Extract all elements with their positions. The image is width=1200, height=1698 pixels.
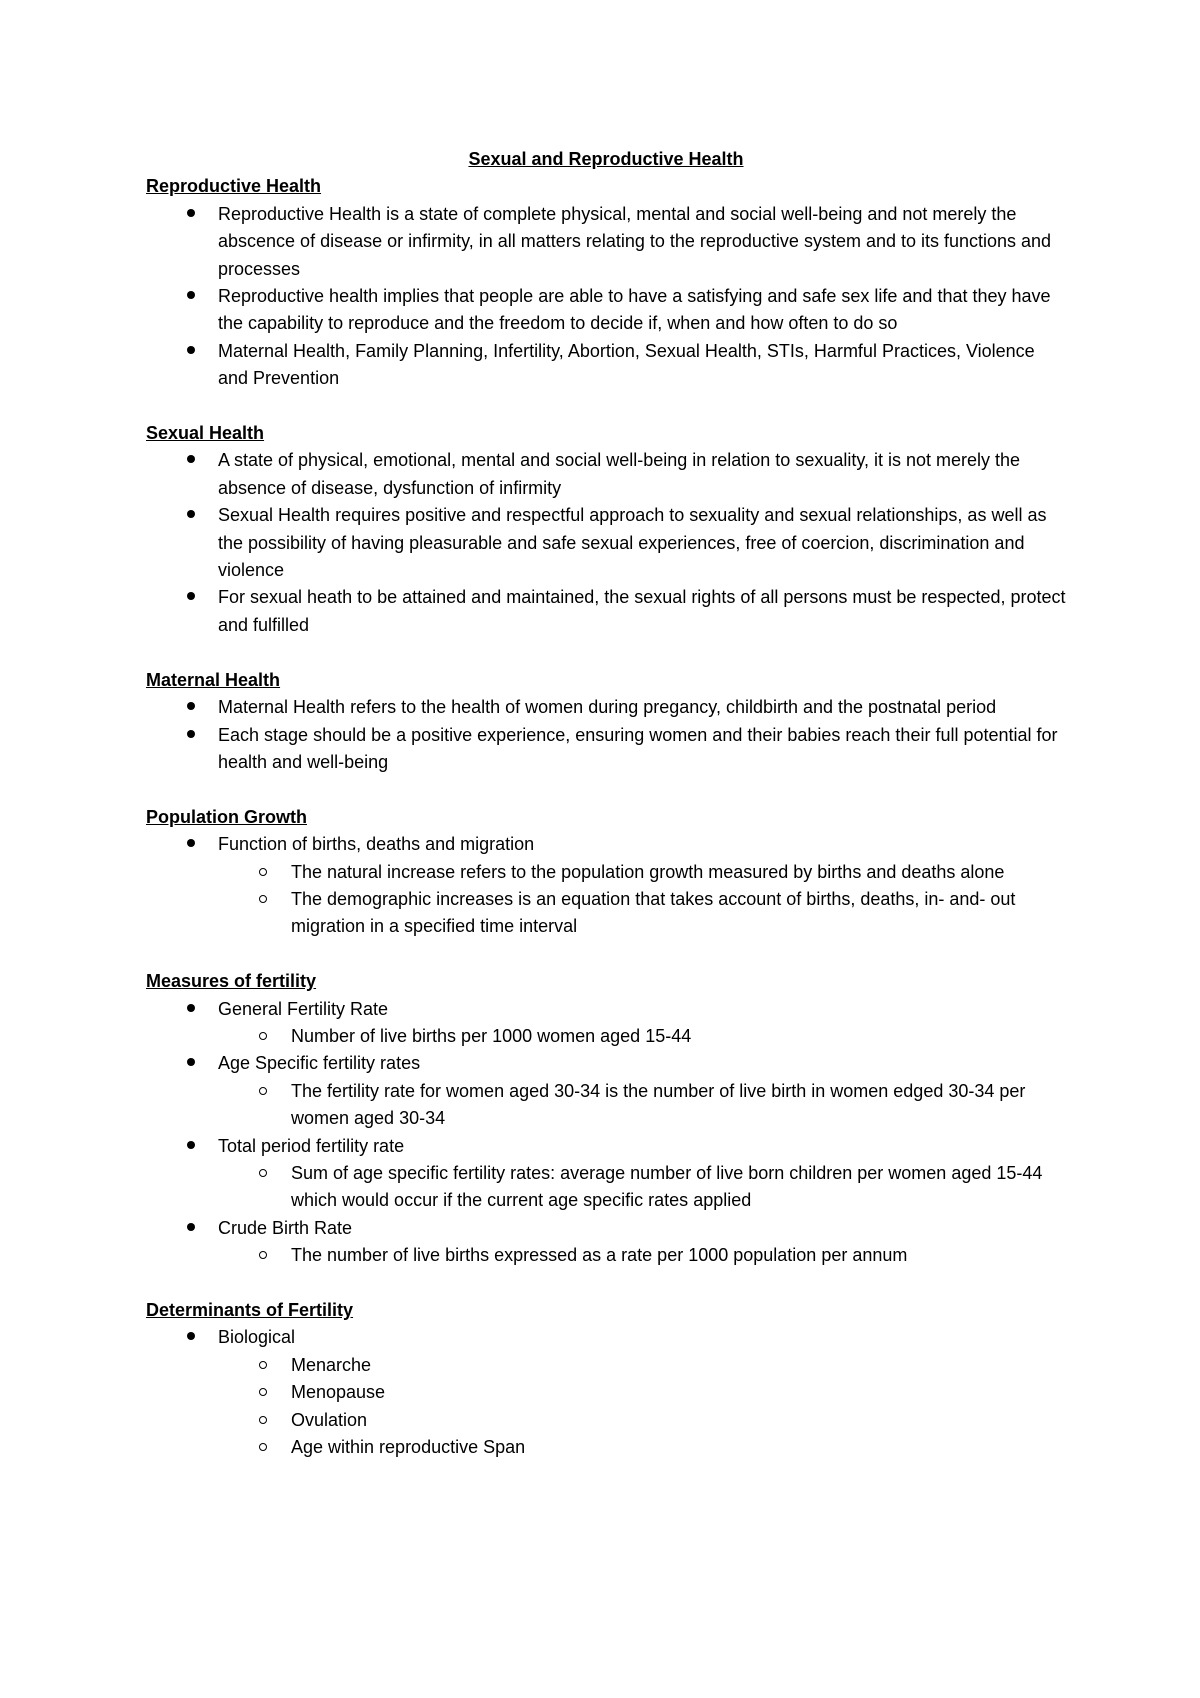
sub-list-item	[291, 859, 1066, 886]
bullet-list	[146, 996, 1066, 1270]
list-item-text: Reproductive Health is a state of complete physical, mental and social well-being and not merely the abscence of disease or infirmity, in all matters relating to the reproductive system and to its functions and processes	[218, 203, 1052, 279]
list-item	[218, 1050, 1066, 1132]
section-heading: Determinants of Fertility	[146, 1299, 354, 1320]
section-heading: Sexual Health	[146, 423, 265, 444]
circle-bullet-icon	[259, 1443, 267, 1451]
list-item-text: A state of physical, emotional, mental and social well-being in relation to sexuality, it is not merely the absence of disease, dysfunction of infirmity	[218, 450, 1021, 498]
list-item-text: Maternal Health, Family Planning, Infertility, Abortion, Sexual Health, STIs, Harmful Practices, Violence and Prevention	[218, 340, 1035, 389]
list-item-text: Age Specific fertility rates	[218, 1053, 421, 1074]
bullet-icon	[187, 702, 195, 710]
section	[146, 1297, 1066, 1461]
sub-list	[218, 1160, 1066, 1215]
sub-list	[218, 1078, 1066, 1133]
list-item-text: Function of births, deaths and migration	[218, 834, 535, 855]
list-item-text: Maternal Health refers to the health of women during pregancy, childbirth and the postnatal period	[218, 697, 997, 718]
section-heading: Measures of fertility	[146, 971, 317, 992]
sub-list	[218, 859, 1066, 941]
sub-list-item-text: The natural increase refers to the population growth measured by births and deaths alone	[291, 861, 1005, 882]
sub-list-item	[291, 1242, 1066, 1269]
bullet-icon	[187, 592, 195, 600]
document-sections	[146, 173, 1066, 1461]
circle-bullet-icon	[259, 1251, 267, 1259]
sub-list-item-text: Sum of age specific fertility rates: average number of live born children per women aged 15-44 which would occur if the current age specific rates applied	[291, 1162, 1043, 1211]
circle-bullet-icon	[259, 1032, 267, 1040]
bullet-list	[146, 201, 1066, 393]
bullet-icon	[187, 1332, 195, 1340]
circle-bullet-icon	[259, 1087, 267, 1095]
bullet-icon	[187, 346, 195, 354]
bullet-list	[146, 1324, 1066, 1461]
sub-list-item	[291, 1352, 1066, 1379]
list-item-text: Total period fertility rate	[218, 1135, 405, 1156]
sub-list-item-text: Age within reproductive Span	[291, 1437, 526, 1458]
bullet-icon	[187, 510, 195, 518]
list-item-text: Biological	[218, 1327, 296, 1348]
bullet-icon	[187, 209, 195, 217]
bullet-icon	[187, 1058, 195, 1066]
list-item	[218, 1215, 1066, 1270]
circle-bullet-icon	[259, 1361, 267, 1369]
bullet-icon	[187, 1141, 195, 1149]
section	[146, 804, 1066, 941]
list-item	[218, 502, 1066, 584]
list-item	[218, 831, 1066, 941]
list-item	[218, 338, 1066, 393]
list-item	[218, 694, 1066, 721]
list-item	[218, 996, 1066, 1051]
sub-list-item-text: The number of live births expressed as a rate per 1000 population per annum	[291, 1245, 908, 1266]
sub-list-item-text: Ovulation	[291, 1409, 368, 1430]
list-item	[218, 1133, 1066, 1215]
sub-list-item-text: Menarche	[291, 1354, 372, 1375]
sub-list	[218, 1352, 1066, 1462]
sub-list-item-text: Number of live births per 1000 women aged 15-44	[291, 1025, 692, 1046]
circle-bullet-icon	[259, 895, 267, 903]
sub-list-item-text: Menopause	[291, 1382, 386, 1403]
bullet-icon	[187, 455, 195, 463]
sub-list-item	[291, 1023, 1066, 1050]
sub-list-item	[291, 1407, 1066, 1434]
list-item	[218, 447, 1066, 502]
section	[146, 420, 1066, 639]
bullet-icon	[187, 1223, 195, 1231]
bullet-icon	[187, 291, 195, 299]
section-heading: Population Growth	[146, 806, 307, 827]
bullet-icon	[187, 1004, 195, 1012]
list-item	[218, 584, 1066, 639]
list-item-text: Reproductive health implies that people are able to have a satisfying and safe sex life and that they have the capability to reproduce and the freedom to decide if, when and how often to do so	[218, 286, 1051, 334]
section	[146, 173, 1066, 392]
list-item-text: Each stage should be a positive experience, ensuring women and their babies reach their full potential for health and well-being	[218, 724, 1058, 772]
sub-list-item	[291, 1379, 1066, 1406]
list-item-text: Sexual Health requires positive and respectful approach to sexuality and sexual relationships, as well as the possibility of having pleasurable and safe sexual experiences, free of coercion, discrimination and violence	[218, 505, 1047, 581]
circle-bullet-icon	[259, 868, 267, 876]
list-item-text: Crude Birth Rate	[218, 1217, 353, 1238]
document-title: Sexual and Reproductive Health	[468, 149, 744, 169]
list-item-text: For sexual heath to be attained and maintained, the sexual rights of all persons must be respected, protect and fulfilled	[218, 587, 1066, 635]
section	[146, 667, 1066, 777]
sub-list-item-text: The fertility rate for women aged 30-34 is the number of live birth in women edged 30-34 per women aged 30-34	[291, 1080, 1026, 1129]
sub-list-item	[291, 1434, 1066, 1461]
list-item-text: General Fertility Rate	[218, 998, 389, 1019]
bullet-list	[146, 447, 1066, 639]
sub-list-item-text: The demographic increases is an equation that takes account of births, deaths, in- and- out migration in a specified time interval	[291, 888, 1016, 937]
sub-list	[218, 1023, 1066, 1050]
circle-bullet-icon	[259, 1169, 267, 1177]
section	[146, 968, 1066, 1269]
bullet-list	[146, 694, 1066, 776]
bullet-icon	[187, 730, 195, 738]
section-heading: Reproductive Health	[146, 176, 322, 197]
sub-list	[218, 1242, 1066, 1269]
list-item	[218, 283, 1066, 338]
document-content	[146, 146, 1066, 1461]
sub-list-item	[291, 1078, 1066, 1133]
bullet-list	[146, 831, 1066, 941]
list-item	[218, 1324, 1066, 1461]
sub-list-item	[291, 886, 1066, 941]
bullet-icon	[187, 839, 195, 847]
sub-list-item	[291, 1160, 1066, 1215]
list-item	[218, 722, 1066, 777]
list-item	[218, 201, 1066, 283]
circle-bullet-icon	[259, 1388, 267, 1396]
circle-bullet-icon	[259, 1416, 267, 1424]
section-heading: Maternal Health	[146, 669, 281, 690]
